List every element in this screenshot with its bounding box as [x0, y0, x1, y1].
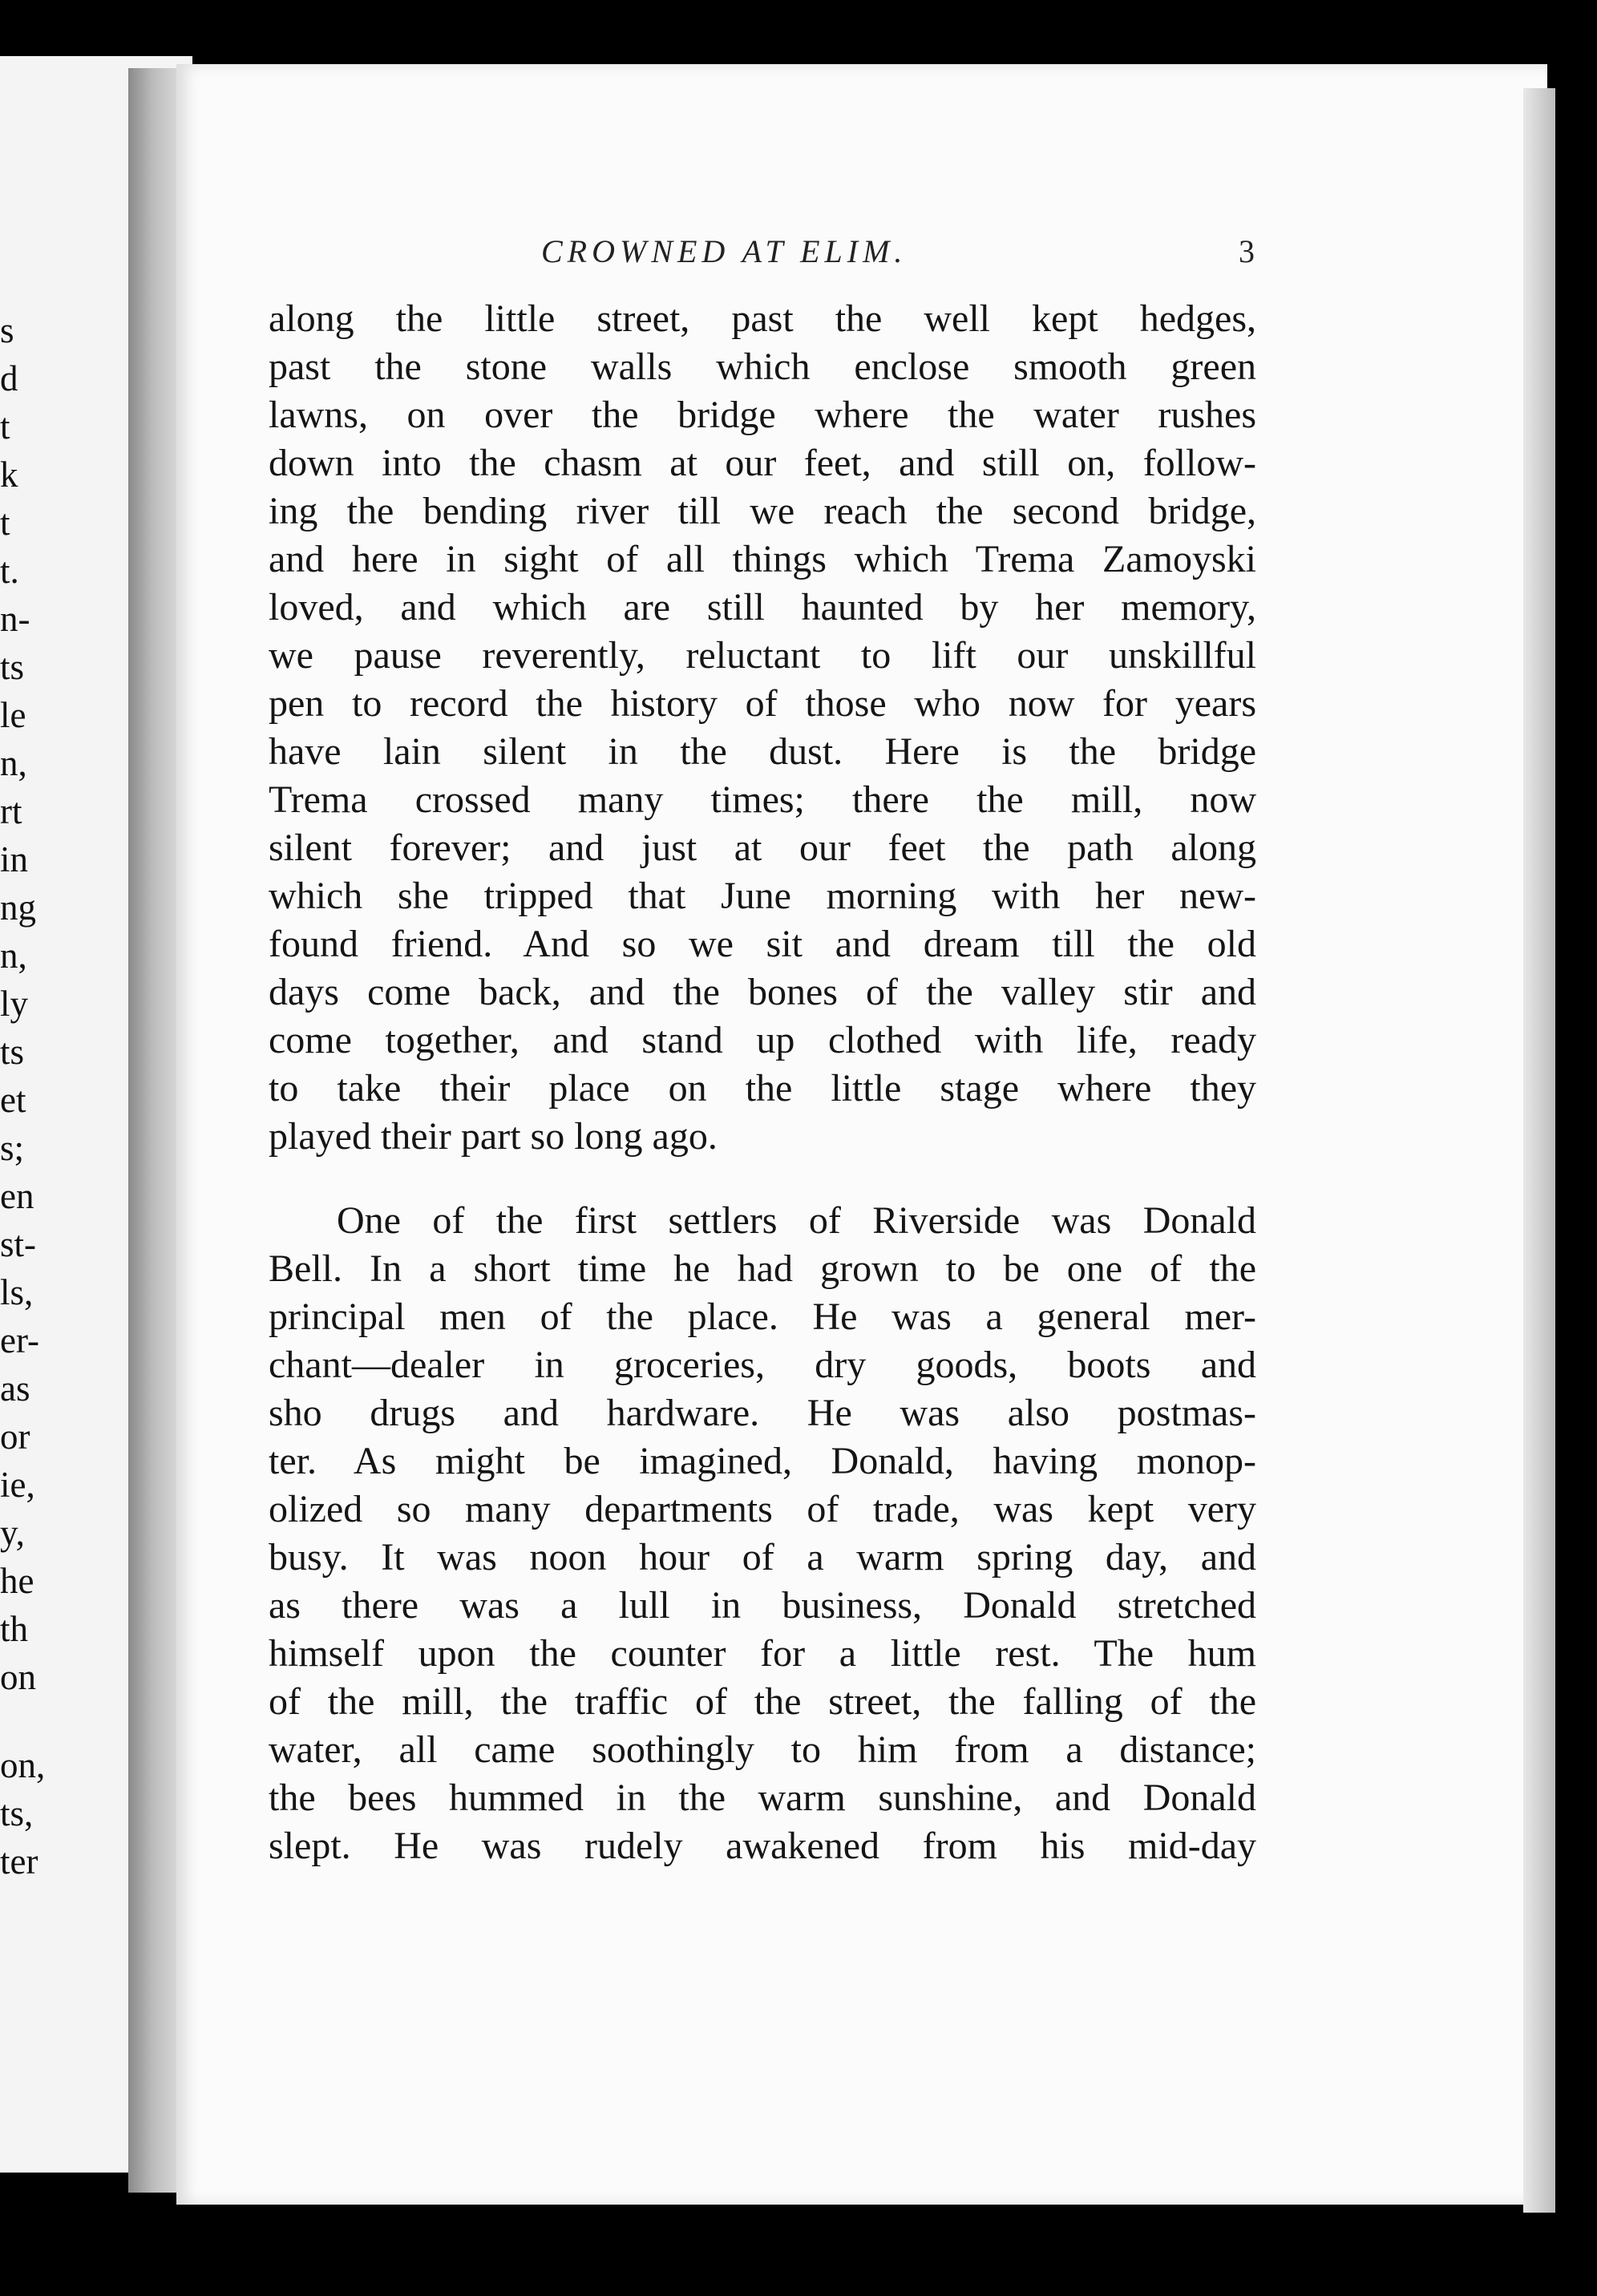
- left-fragment: ly: [0, 984, 29, 1024]
- left-fragment: ts,: [0, 1793, 34, 1833]
- text-line: olized so many departments of trade, was kept very: [269, 1488, 1256, 1530]
- text-line: lawns, on over the bridge where the water rushes: [269, 394, 1256, 436]
- left-fragment: st-: [0, 1224, 36, 1264]
- text-line: which she tripped that June morning with her new-: [269, 875, 1256, 917]
- text-line: we pause reverently, reluctant to lift our unskillful: [269, 634, 1256, 677]
- left-fragment: d: [0, 358, 18, 398]
- left-fragment: t: [0, 406, 10, 447]
- left-fragment: he: [0, 1561, 34, 1601]
- left-fragment: ts: [0, 1032, 25, 1072]
- text-line: played their part so long ago.: [269, 1115, 718, 1158]
- text-line: sho drugs and hardware. He was also postmas-: [269, 1392, 1256, 1434]
- left-fragment: s;: [0, 1128, 25, 1168]
- left-fragment: en: [0, 1176, 34, 1216]
- running-title: CROWNED AT ELIM.: [541, 233, 908, 269]
- left-fragment: n-: [0, 599, 30, 639]
- left-fragment: ter: [0, 1841, 38, 1882]
- text-line: ter. As might be imagined, Donald, having monop-: [269, 1440, 1256, 1482]
- left-fragment: et: [0, 1080, 26, 1120]
- text-line: down into the chasm at our feet, and still on, follow-: [269, 442, 1256, 484]
- left-fragment: n,: [0, 936, 27, 976]
- left-fragment: on,: [0, 1745, 46, 1785]
- text-line: past the stone walls which enclose smooth green: [269, 346, 1256, 388]
- left-fragment: er-: [0, 1320, 40, 1360]
- left-fragment: s: [0, 310, 14, 350]
- left-fragment: y,: [0, 1513, 25, 1553]
- text-line: silent forever; and just at our feet the path along: [269, 827, 1256, 869]
- text-line: himself upon the counter for a little rest. The hum: [269, 1632, 1256, 1675]
- left-fragment: or: [0, 1417, 30, 1457]
- left-fragment: th: [0, 1609, 29, 1649]
- text-line: chant—dealer in groceries, dry goods, boots and: [269, 1344, 1256, 1386]
- text-line: Trema crossed many times; there the mill, now: [269, 778, 1256, 821]
- text-line: slept. He was rudely awakened from his mid-day: [269, 1825, 1256, 1867]
- text-line: days come back, and the bones of the valley stir and: [269, 971, 1256, 1013]
- text-line: along the little street, past the well kept hedges,: [269, 297, 1256, 340]
- text-line: ing the bending river till we reach the second bridge,: [269, 490, 1256, 532]
- text-line: the bees hummed in the warm sunshine, and Donald: [269, 1777, 1256, 1819]
- left-fragment: ng: [0, 887, 36, 928]
- text-line: loved, and which are still haunted by her memory,: [269, 586, 1256, 629]
- text-line: One of the first settlers of Riverside was Donald: [337, 1199, 1256, 1242]
- left-fragment: ls,: [0, 1272, 34, 1312]
- left-fragment: ie,: [0, 1465, 35, 1505]
- left-fragment: ts: [0, 647, 25, 687]
- text-line: busy. It was noon hour of a warm spring day, and: [269, 1536, 1256, 1578]
- text-line: and here in sight of all things which Trema Zamoyski: [269, 538, 1256, 580]
- page-edge: [1523, 88, 1555, 2213]
- text-line: as there was a lull in business, Donald stretched: [269, 1584, 1256, 1627]
- text-line: Bell. In a short time he had grown to be one of the: [269, 1247, 1256, 1290]
- left-fragment: t.: [0, 551, 19, 591]
- left-fragment: n,: [0, 743, 27, 783]
- text-line: come together, and stand up clothed with life, ready: [269, 1019, 1256, 1061]
- page-number: 3: [1239, 233, 1255, 269]
- text-line: pen to record the history of those who now for years: [269, 682, 1256, 725]
- text-line: of the mill, the traffic of the street, the falling of the: [269, 1680, 1256, 1723]
- left-fragment: t: [0, 503, 10, 543]
- left-fragment: in: [0, 839, 29, 879]
- text-line: water, all came soothingly to him from a distance;: [269, 1728, 1256, 1771]
- text-line: found friend. And so we sit and dream till the old: [269, 923, 1256, 965]
- left-fragment: k: [0, 455, 18, 495]
- text-line: have lain silent in the dust. Here is the bridge: [269, 730, 1256, 773]
- text-line: principal men of the place. He was a general mer-: [269, 1296, 1256, 1338]
- left-fragment: le: [0, 695, 26, 735]
- left-fragment: rt: [0, 791, 22, 831]
- text-line: to take their place on the little stage where they: [269, 1067, 1256, 1110]
- left-fragment: as: [0, 1368, 30, 1409]
- left-fragment: on: [0, 1657, 36, 1697]
